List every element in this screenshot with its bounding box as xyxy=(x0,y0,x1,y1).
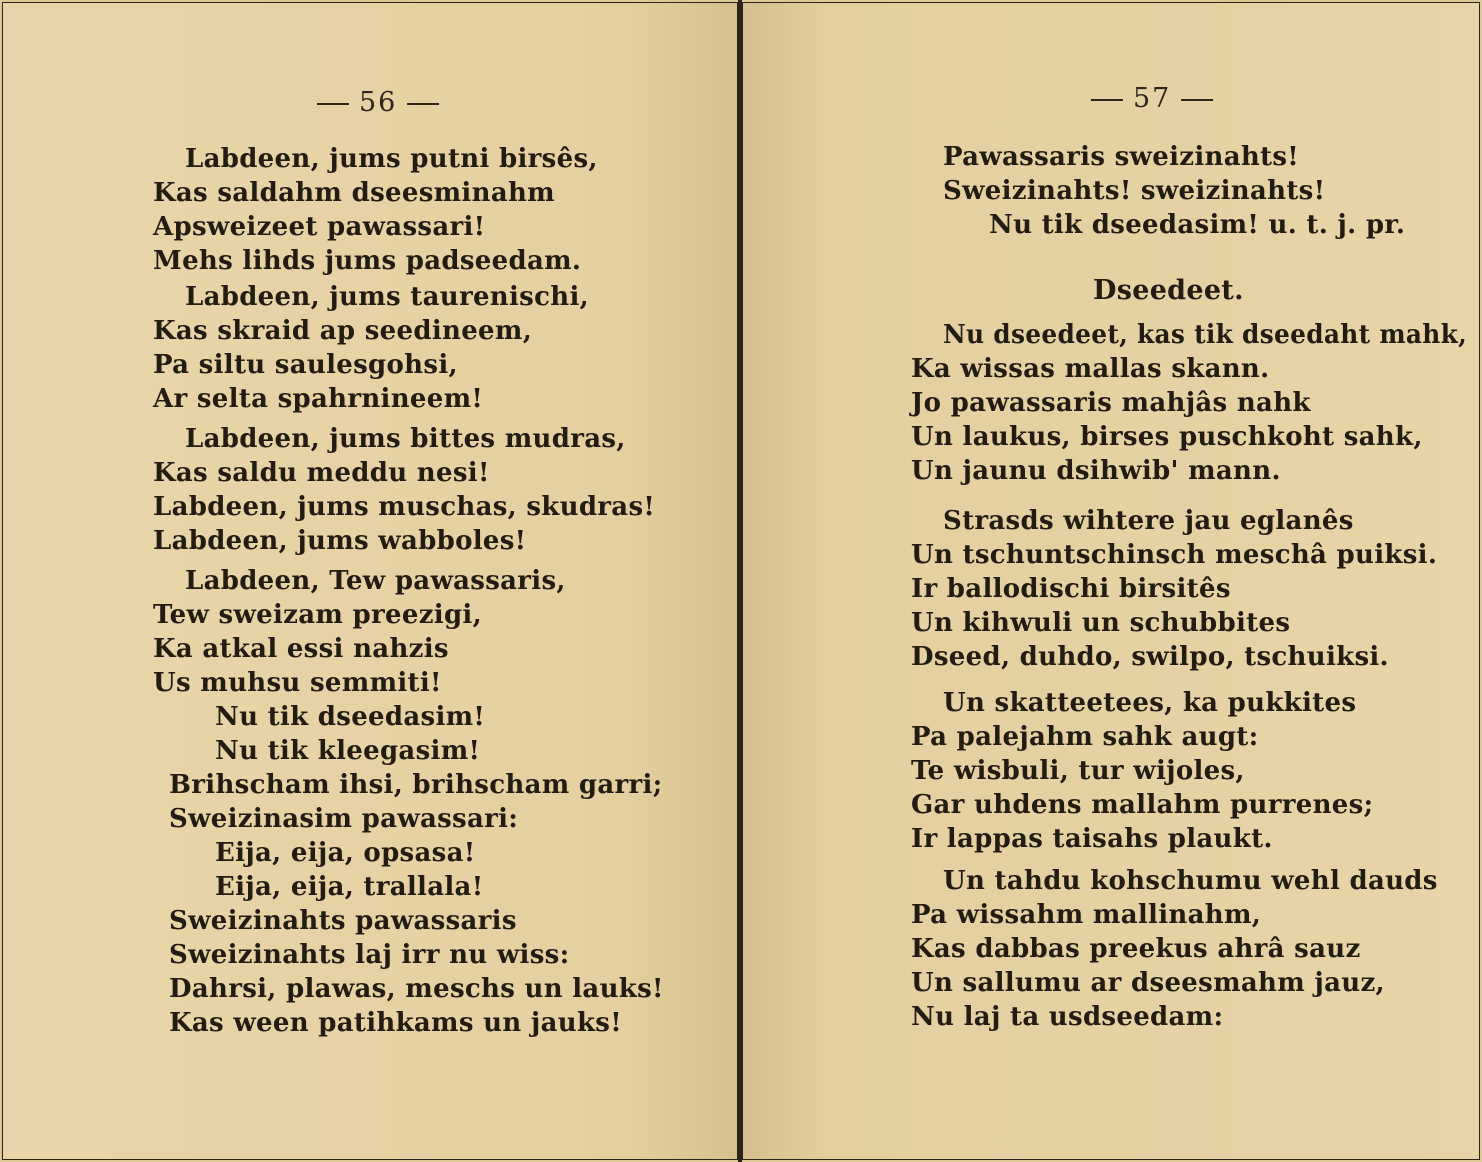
poem-line: Kas skraid ap seedineem, xyxy=(153,316,533,346)
left-page xyxy=(2,2,738,1160)
poem-line: Tew sweizam preezigi, xyxy=(153,600,482,630)
poem-line: Eija, eija, trallala! xyxy=(215,872,484,902)
poem-line: Strasds wihtere jau eglanês xyxy=(943,506,1354,536)
poem-line: Labdeen, jums muschas, skudras! xyxy=(153,492,656,522)
poem-line: Kas dabbas preekus ahrâ sauz xyxy=(911,934,1361,964)
poem-line: Nu tik dseedasim! u. t. j. pr. xyxy=(989,210,1406,240)
poem-line: Ir ballodischi birsitês xyxy=(911,574,1231,604)
poem-line: Te wisbuli, tur wijoles, xyxy=(911,756,1245,786)
page-number: 57 xyxy=(1081,83,1223,114)
poem-line: Dahrsi, plawas, meschs un lauks! xyxy=(169,974,664,1004)
poem-line: Us muhsu semmiti! xyxy=(153,668,442,698)
dash xyxy=(1091,99,1123,101)
poem-line: Un skatteetees, ka pukkites xyxy=(943,688,1357,718)
poem-line: Sweizinahts laj irr nu wiss: xyxy=(169,940,570,970)
poem-line: Labdeen, jums wabboles! xyxy=(153,526,527,556)
poem-line: Jo pawassaris mahjâs nahk xyxy=(911,388,1311,418)
poem-line: Pa siltu saulesgohsi, xyxy=(153,350,458,380)
poem-line: Sweizinahts! sweizinahts! xyxy=(943,176,1326,206)
poem-line: Brihscham ihsi, brihscham garri; xyxy=(169,770,663,800)
poem-line: Mehs lihds jums padseedam. xyxy=(153,246,582,276)
poem-line: Eija, eija, opsasa! xyxy=(215,838,476,868)
poem-line: Labdeen, Tew pawassaris, xyxy=(185,566,566,596)
poem-line: Un tahdu kohschumu wehl dauds xyxy=(943,866,1438,896)
poem-line: Nu laj ta usdseedam: xyxy=(911,1002,1224,1032)
poem-line: Ir lappas taisahs plaukt. xyxy=(911,824,1273,854)
poem-line: Un sallumu ar dseesmahm jauz, xyxy=(911,968,1385,998)
poem-line: Sweizinasim pawassari: xyxy=(169,804,519,834)
poem-line: Gar uhdens mallahm purrenes; xyxy=(911,790,1374,820)
poem-line: Kas ween patihkams un jauks! xyxy=(169,1008,622,1038)
poem-line: Labdeen, jums taurenischi, xyxy=(185,282,589,312)
poem-line: Labdeen, jums bittes mudras, xyxy=(185,424,626,454)
dash xyxy=(1181,99,1213,101)
poem-line: Kas saldu meddu nesi! xyxy=(153,458,490,488)
dash xyxy=(407,103,439,105)
poem-line: Nu tik dseedasim! xyxy=(215,702,486,732)
poem-line: Kas saldahm dseesminahm xyxy=(153,178,555,208)
page-number: 56 xyxy=(307,87,449,118)
poem-line: Pawassaris sweizinahts! xyxy=(943,142,1300,172)
poem-line: Un kihwuli un schubbites xyxy=(911,608,1291,638)
poem-line: Pa wissahm mallinahm, xyxy=(911,900,1262,930)
poem-heading: Dseedeet. xyxy=(1093,275,1244,306)
poem-line: Un laukus, birses puschkoht sahk, xyxy=(911,422,1423,452)
poem-line: Ka wissas mallas skann. xyxy=(911,354,1270,384)
poem-line: Ar selta spahrnineem! xyxy=(153,384,484,414)
poem-line: Apsweizeet pawassari! xyxy=(153,212,486,242)
poem-line: Dseed, duhdo, swilpo, tschuiksi. xyxy=(911,642,1389,672)
poem-line: Un tschuntschinsch meschâ puiksi. xyxy=(911,540,1438,570)
poem-line: Pa palejahm sahk augt: xyxy=(911,722,1259,752)
poem-line: Un jaunu dsihwib' mann. xyxy=(911,456,1281,486)
poem-line: Ka atkal essi nahzis xyxy=(153,634,449,664)
poem-line: Labdeen, jums putni birsês, xyxy=(185,144,598,174)
poem-line: Nu dseedeet, kas tik dseedaht mahk, xyxy=(943,320,1468,350)
poem-line: Nu tik kleegasim! xyxy=(215,736,481,766)
dash xyxy=(317,103,349,105)
poem-line: Sweizinahts pawassaris xyxy=(169,906,517,936)
right-page xyxy=(742,2,1480,1160)
